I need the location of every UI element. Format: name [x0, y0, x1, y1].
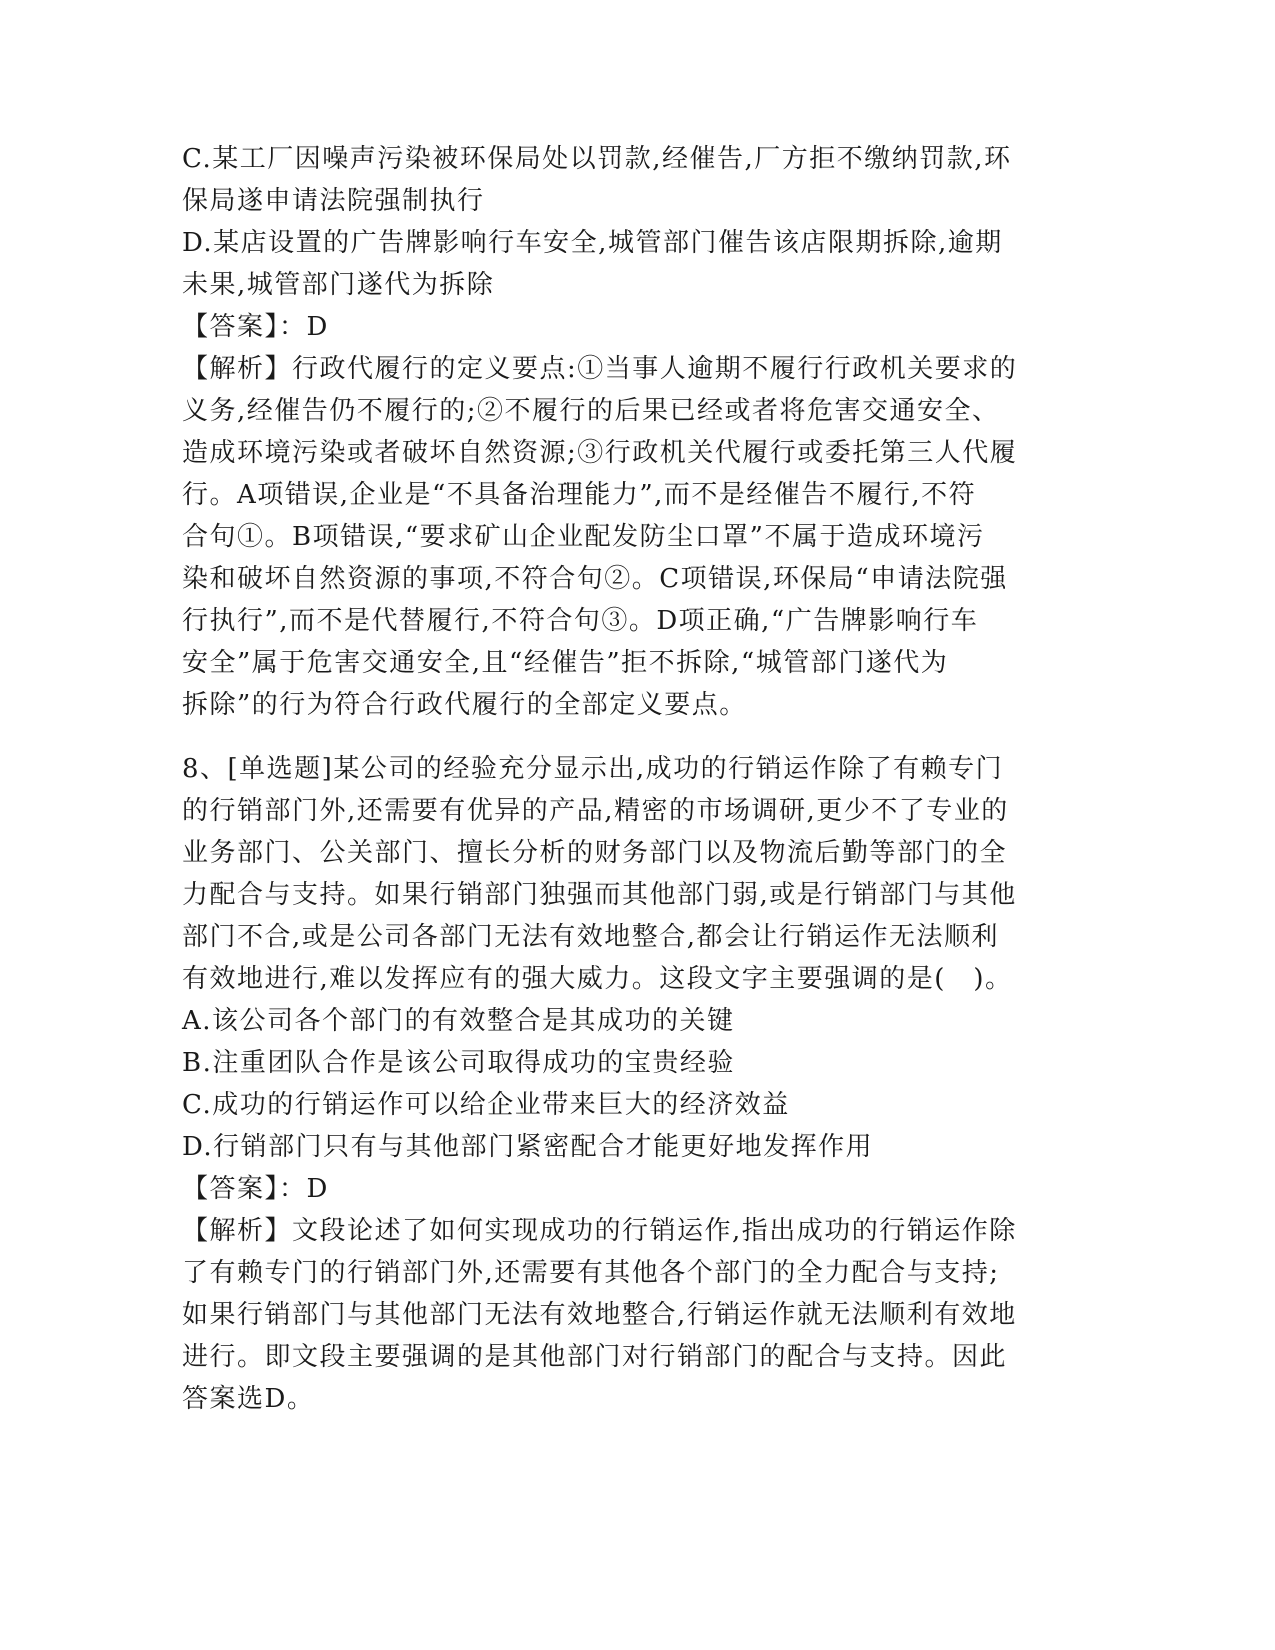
text-line: 如果行销部门与其他部门无法有效地整合,行销运作就无法顺利有效地 [182, 1300, 1017, 1330]
text-line: 力配合与支持。如果行销部门独强而其他部门弱,或是行销部门与其他 [182, 880, 1017, 910]
text-line: 安全”属于危害交通安全,且“经催告”拒不拆除,“城管部门遂代为 [182, 648, 949, 678]
section-gap [182, 726, 1042, 748]
option-d [182, 222, 1042, 306]
text-line: 进行。即文段主要强调的是其他部门对行销部门的配合与支持。因此 [182, 1342, 1008, 1372]
text-line: 业务部门、公关部门、擅长分析的财务部门以及物流后勤等部门的全 [182, 838, 1008, 868]
text-line: 部门不合,或是公司各部门无法有效地整合,都会让行销运作无法顺利 [182, 922, 1000, 952]
text-line: C.某工厂因噪声污染被环保局处以罚款,经催告,厂方拒不缴纳罚款,环 [182, 144, 1012, 174]
text-line: 的行销部门外,还需要有优异的产品,精密的市场调研,更少不了专业的 [182, 796, 1009, 826]
option-a: A.该公司各个部门的有效整合是其成功的关键 [182, 1006, 735, 1036]
text-line: 未果,城管部门遂代为拆除 [182, 270, 495, 300]
text-line: 【解析】行政代履行的定义要点:①当事人逾期不履行行政机关要求的 [182, 354, 1018, 384]
text-line: 合句①。B项错误,“要求矿山企业配发防尘口罩”不属于造成环境污 [182, 522, 985, 552]
option-b: B.注重团队合作是该公司取得成功的宝贵经验 [182, 1048, 735, 1078]
text-line: D.某店设置的广告牌影响行车安全,城管部门催告该店限期拆除,逾期 [182, 228, 1003, 258]
text-line: 行。A项错误,企业是“不具备治理能力”,而不是经催告不履行,不符 [182, 480, 977, 510]
answer-line: 【答案】：D [182, 1174, 329, 1204]
option-c [182, 138, 1042, 222]
text-line: 8、[单选题]某公司的经验充分显示出,成功的行销运作除了有赖专门 [182, 754, 1004, 784]
analysis-block [182, 1210, 1042, 1420]
text-line: 有效地进行,难以发挥应有的强大威力。这段文字主要强调的是( )。 [182, 964, 1013, 994]
text-line: 染和破坏自然资源的事项,不符合句②。C项错误,环保局“申请法院强 [182, 564, 1008, 594]
text-line: 答案选D。 [182, 1384, 315, 1414]
text-line: 保局遂申请法院强制执行 [182, 186, 485, 216]
text-line: 造成环境污染或者破坏自然资源;③行政机关代履行或委托第三人代履 [182, 438, 1018, 468]
answer-line: 【答案】：D [182, 312, 329, 342]
text-line: 义务,经催告仍不履行的;②不履行的后果已经或者将危害交通安全、 [182, 396, 1000, 426]
text-line: 行执行”,而不是代替履行,不符合句③。D项正确,“广告牌影响行车 [182, 606, 979, 636]
text-line: 了有赖专门的行销部门外,还需要有其他各个部门的全力配合与支持; [182, 1258, 1000, 1288]
question-8-options [182, 1000, 1042, 1168]
text-line: 【解析】文段论述了如何实现成功的行销运作,指出成功的行销运作除 [182, 1216, 1017, 1246]
option-c: C.成功的行销运作可以给企业带来巨大的经济效益 [182, 1090, 790, 1120]
question-8-stem [182, 748, 1042, 1000]
text-line: 拆除”的行为符合行政代履行的全部定义要点。 [182, 690, 747, 720]
analysis-block [182, 348, 1042, 726]
document-page [182, 138, 1042, 1420]
option-d: D.行销部门只有与其他部门紧密配合才能更好地发挥作用 [182, 1132, 874, 1162]
